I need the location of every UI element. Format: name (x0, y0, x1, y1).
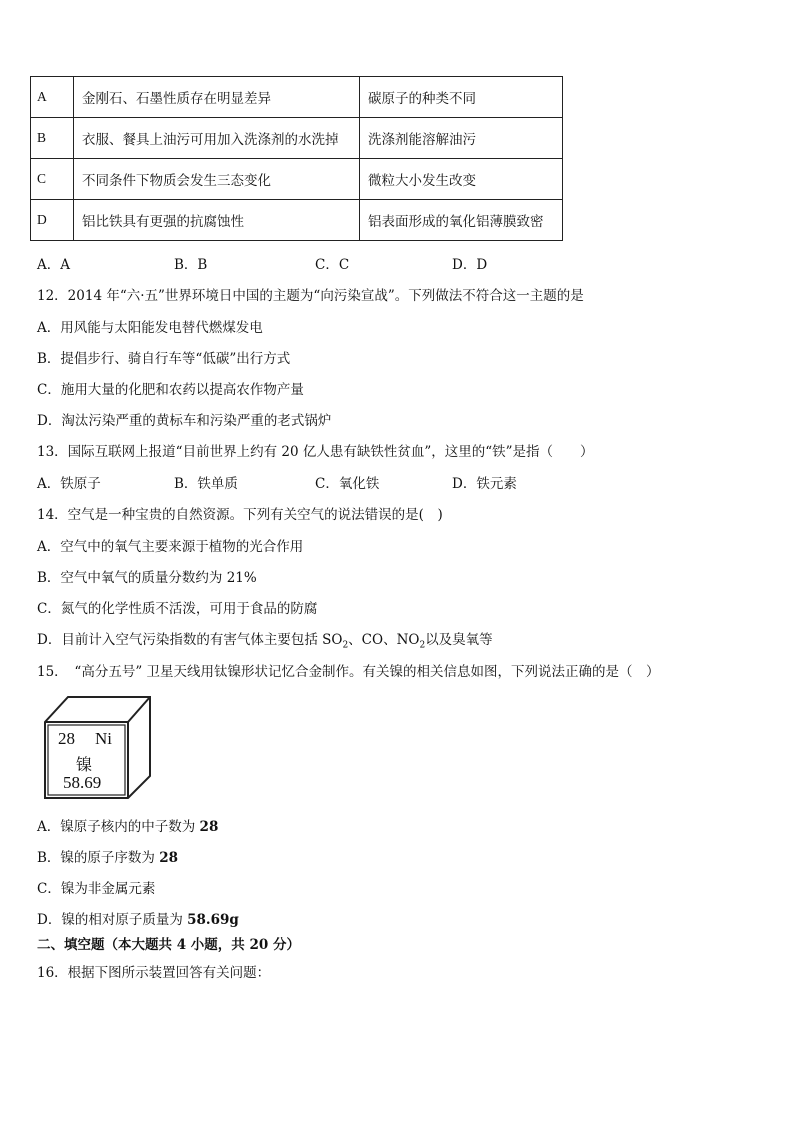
q15-option-b-text: B．镍的原子序数为 (37, 850, 160, 866)
q11-choice-a[interactable]: A．A (37, 257, 70, 273)
q15-option-c[interactable] (37, 877, 155, 897)
q13-choice-b[interactable]: B．铁单质 (174, 476, 238, 492)
q14-d-suffix: 以及臭氧等 (425, 632, 493, 648)
row-explain: 碳原子的种类不同 (360, 77, 563, 118)
q11-choice-c[interactable]: C．C (315, 257, 350, 273)
element-mass: 58.69 (63, 773, 102, 792)
section-heading: 二、填空题（本大题共 4 小题，共 20 分） (37, 937, 300, 953)
q15-option-d-value: 58.69g (187, 912, 239, 928)
row-explain: 铝表面形成的氧化铝薄膜致密 (360, 200, 563, 241)
q14-stem: 14．空气是一种宝贵的自然资源。下列有关空气的说法错误的是( ) (37, 507, 443, 523)
q14-option-d[interactable] (37, 628, 493, 651)
q11-choice-d[interactable]: D．D (452, 257, 488, 273)
element-number: 28 (58, 729, 75, 748)
table-row (31, 200, 563, 241)
row-fact: 金刚石、石墨性质存在明显差异 (74, 77, 360, 118)
q15-option-a-value: 28 (199, 819, 219, 835)
q13-choice-d[interactable]: D．铁元素 (452, 476, 517, 492)
row-key: A (31, 77, 74, 118)
q14-d-prefix: D．目前计入空气污染指数的有害气体主要包括 SO (37, 632, 343, 648)
q12-option-b[interactable]: B．提倡步行、骑自行车等“低碳”出行方式 (37, 351, 291, 367)
q14-option-a[interactable]: A．空气中的氧气主要来源于植物的光合作用 (37, 539, 304, 555)
q15-option-a-text: A．镍原子核内的中子数为 (37, 819, 200, 835)
q16-stem: 16．根据下图所示装置回答有关问题： (37, 965, 271, 981)
q12-option-d[interactable]: D．淘汰污染严重的黄标车和污染严重的老式锅炉 (37, 413, 332, 429)
q12-stem: 12．2014 年“六·五”世界环境日中国的主题为“向污染宣战”。下列做法不符合这一主题的是 (37, 288, 584, 304)
table-row (31, 118, 563, 159)
q13-choice-c[interactable]: C．氧化铁 (315, 476, 380, 492)
row-fact: 衣服、餐具上油污可用加入洗涤剂的水洗掉 (74, 118, 360, 159)
table-row (31, 77, 563, 118)
q14-option-c[interactable]: C．氮气的化学性质不活泼，可用于食品的防腐 (37, 601, 318, 617)
q13-stem: 13．国际互联网上报道“目前世界上约有 20 亿人患有缺铁性贫血”，这里的“铁”是指（ ） (37, 444, 594, 460)
row-explain: 微粒大小发生改变 (360, 159, 563, 200)
q15-stem: 15． “高分五号” 卫星天线用钛镍形状记忆合金制作。有关镍的相关信息如图，下列说法正确的是（ ） (37, 664, 660, 680)
q15-option-b-value: 28 (159, 850, 179, 866)
table-row (31, 159, 563, 200)
q15-option-c-text: C．镍为非金属元素 (37, 881, 156, 897)
q15-option-a[interactable] (37, 815, 218, 835)
nickel-element-tile (42, 694, 154, 802)
row-key: D (31, 200, 74, 241)
q12-option-c[interactable]: C．施用大量的化肥和农药以提高农作物产量 (37, 382, 304, 398)
q14-d-mid: 、CO、NO (348, 632, 420, 648)
q15-option-b[interactable] (37, 846, 178, 866)
q14-d-sub1: 2 (342, 640, 349, 651)
element-symbol: Ni (95, 729, 112, 748)
row-key: C (31, 159, 74, 200)
element-name: 镍 (76, 757, 93, 774)
q14-option-b[interactable]: B．空气中氧气的质量分数约为 21% (37, 570, 257, 586)
row-explain: 洗涤剂能溶解油污 (360, 118, 563, 159)
row-fact: 不同条件下物质会发生三态变化 (74, 159, 360, 200)
q12-option-a[interactable]: A．用风能与太阳能发电替代燃煤发电 (37, 320, 263, 336)
row-fact: 铝比铁具有更强的抗腐蚀性 (74, 200, 360, 241)
q15-option-d-text: D．镍的相对原子质量为 (37, 912, 188, 928)
q15-option-d[interactable] (37, 908, 239, 928)
q11-choice-b[interactable]: B．B (174, 257, 208, 273)
q13-choice-a[interactable]: A．铁原子 (37, 476, 101, 492)
q14-d-sub2: 2 (419, 640, 426, 651)
q11-options-table (30, 76, 563, 241)
row-key: B (31, 118, 74, 159)
